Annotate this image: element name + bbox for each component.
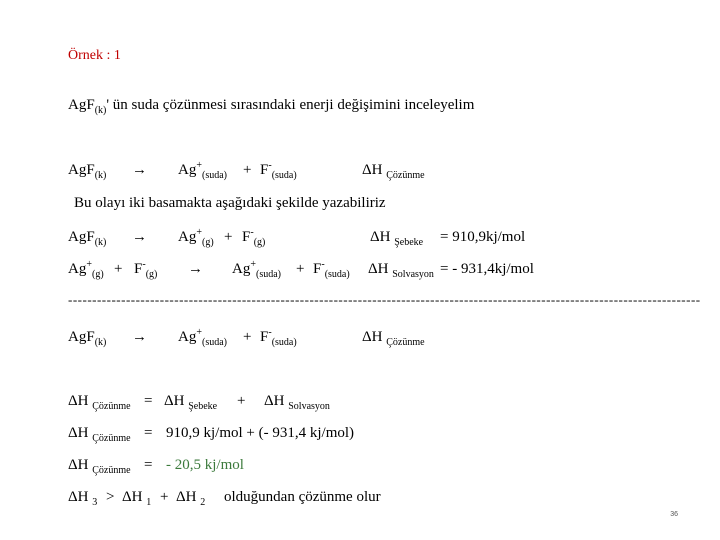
enthalpy-result: ΔH $_{Çözünme}$ = - 20,5 kj/mol — [68, 457, 244, 476]
arrow-icon: → — [132, 329, 147, 345]
arrow-icon: → — [188, 261, 203, 277]
reaction-lattice: AgF$_{(k)}$ → $Ag^+_{(g)}$ + $F^-_{(g)}$ ΔH $_{Şebeke}$ = 910,9kj/mol — [68, 227, 526, 248]
enthalpy-sum: ΔH $_{Çözünme}$ = ΔH $_{Şebeke}$ + ΔH $_{Solvasyon}$ — [68, 393, 330, 412]
reaction-dissolution-total: AgF$_{(k)}$ → $Ag^+_{(suda)}$ + $F^-_{(suda)}$ ΔH $_{Çözünme}$ — [68, 327, 425, 348]
enthalpy-values: ΔH $_{Çözünme}$ = 910,9 kj/mol + (- 931,4 kj/mol) — [68, 425, 355, 444]
reaction-solvation: $Ag^+_{(g)}$ + $F^-_{(g)}$ → $Ag^+_{(suda)}$ + $F^-_{(suda)}$ ΔH $_{Solvasyon}$ = - 931,4kj/mol — [68, 259, 534, 280]
arrow-icon: → — [132, 162, 147, 178]
conclusion: ΔH $_3$ > ΔH $_1$ + ΔH $_2$ olduğundan çözünme olur — [68, 489, 381, 508]
result-value: - 20,5 kj/mol — [166, 457, 244, 473]
page-number: 36 — [670, 511, 678, 518]
divider: ----------------------------------------------------------------------------------------------------------------------------------- — [68, 292, 701, 307]
intro-text: AgF$_{(k)}$' ün suda çözünmesi sırasındaki enerji değişimini inceleyelim — [68, 97, 475, 116]
step-description: Bu olayı iki basamakta aşağıdaki şekilde yazabiliriz — [74, 195, 386, 211]
reaction-dissolution: AgF$_{(k)}$ → $Ag^+_{(suda)}$ + $F^-_{(suda)}$ ΔH $_{Çözünme}$ — [68, 160, 425, 181]
arrow-icon: → — [132, 229, 147, 245]
example-title: Örnek : 1 — [68, 48, 121, 63]
